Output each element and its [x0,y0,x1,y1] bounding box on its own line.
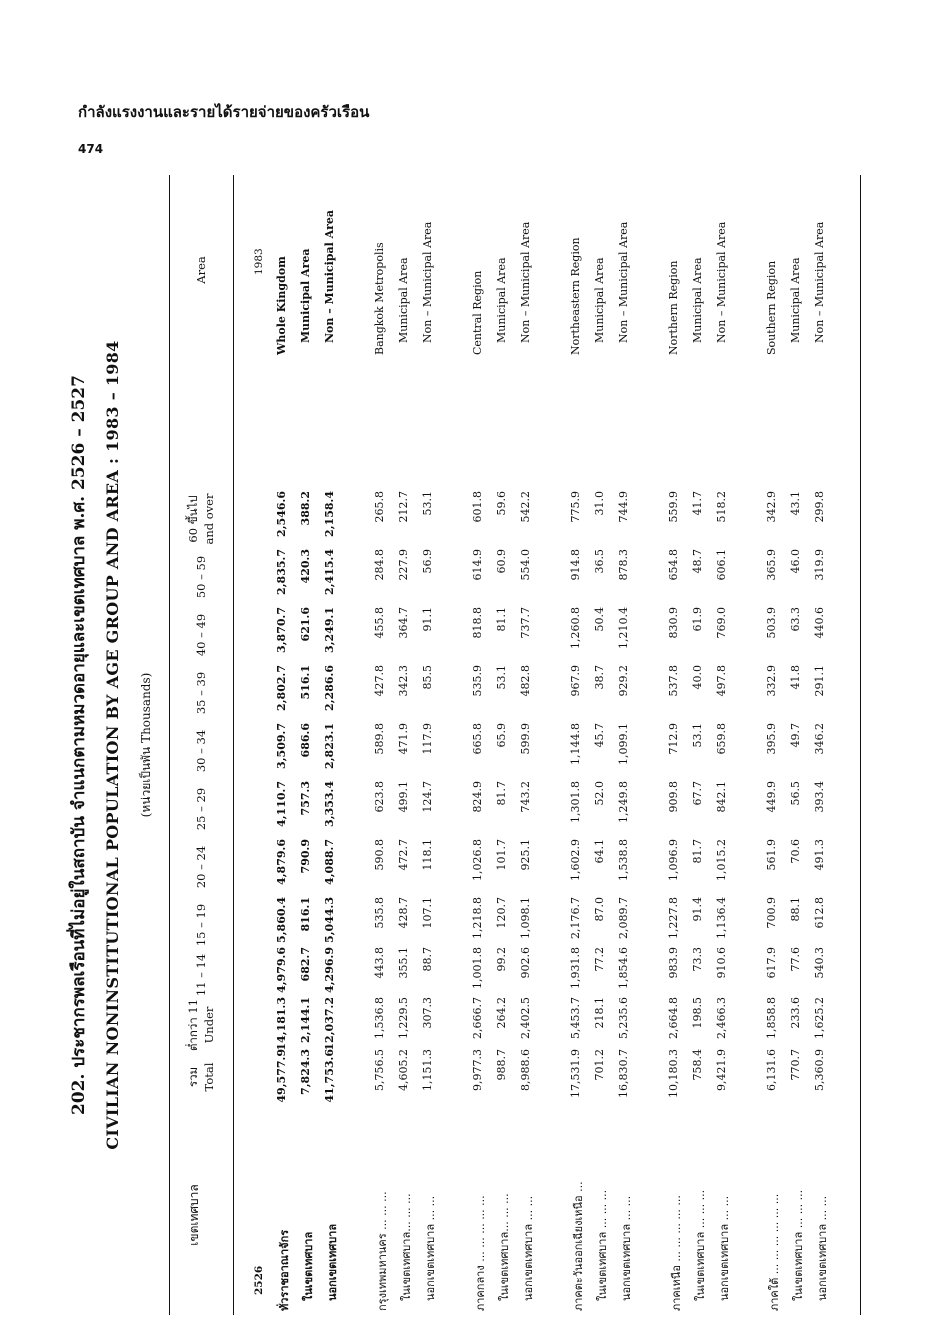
cell-value: 842.1 [715,781,728,813]
table-row [569,175,591,1315]
cell-value: 914.8 [569,549,582,581]
row-label-english: Southern Region [765,260,778,355]
cell-value: 2,144.1 [299,997,312,1043]
cell-value: 107.1 [421,897,434,929]
table-row [519,175,541,1315]
row-label-thai: ภาคใต้ ... ... ... ... ... ... [768,1193,781,1311]
column-header-line1: ต่ำกว่า 11 [186,998,201,1052]
cell-value: 5,360.9 [813,1049,826,1091]
cell-value: 420.3 [299,549,312,584]
row-label-english: Municipal Area [495,257,508,343]
cell-value: 63.3 [789,607,802,632]
cell-value: 967.9 [569,665,582,697]
cell-value: 428.7 [397,897,410,929]
table-row [323,175,345,1315]
cell-value: 91.1 [421,607,434,632]
cell-value: 601.8 [471,491,484,523]
cell-value: 299.8 [813,491,826,523]
cell-value: 3,870.7 [275,607,288,653]
cell-value: 449.9 [765,781,778,813]
row-label-english: Central Region [471,270,484,355]
cell-value: 2,415.4 [323,549,336,595]
cell-value: 2,158.4 [323,491,336,537]
cell-value: 518.2 [715,491,728,523]
cell-value: 1,301.8 [569,781,582,823]
cell-value: 1,015.2 [715,839,728,881]
header-rule [233,175,234,1315]
rotated-table [65,175,865,1315]
cell-value: 41.7 [691,491,704,516]
cell-value: 53.1 [495,665,508,690]
cell-value: 49,577.9 [275,1049,288,1103]
year-label-english: 1983 [253,248,265,275]
cell-value: 818.8 [471,607,484,639]
cell-value: 701.2 [593,1049,606,1081]
table-row [495,175,517,1315]
cell-value: 1,001.8 [471,947,484,989]
row-label-thai: นอกเขตเทศบาล ... ... [522,1195,535,1301]
table-row [789,175,811,1315]
cell-value: 319.9 [813,549,826,581]
cell-value: 614.9 [471,549,484,581]
row-label-english: Non – Municipal Area [519,221,532,343]
row-label-english: Non – Municipal Area [813,221,826,343]
column-header-line1: 50 – 59 [194,555,209,599]
row-label-english: Municipal Area [691,257,704,343]
cell-value: 758.4 [691,1049,704,1081]
left-column-header: เขตเทศบาล [187,1184,201,1246]
table-top-rule [169,175,170,1315]
cell-value: 540.3 [813,947,826,979]
row-label-thai: นอกเขตเทศบาล ... ... [424,1195,437,1301]
row-label-english: Whole Kingdom [275,256,288,355]
cell-value: 770.7 [789,1049,802,1081]
cell-value: 2,546.6 [275,491,288,537]
cell-value: 2,802.7 [275,665,288,711]
cell-value: 41.8 [789,665,802,690]
cell-value: 1,136.4 [715,897,728,939]
cell-value: 5,860.4 [275,897,288,943]
cell-value: 264.2 [495,997,508,1029]
cell-value: 8,988.6 [519,1049,532,1091]
cell-value: 472.7 [397,839,410,871]
cell-value: 712.9 [667,723,680,755]
cell-value: 737.7 [519,607,532,639]
cell-value: 654.8 [667,549,680,581]
column-header-line1: 35 – 39 [194,671,209,715]
cell-value: 88.7 [421,947,434,972]
cell-value: 53.1 [691,723,704,748]
row-label-english: Northern Region [667,260,680,355]
cell-value: 9,421.9 [715,1049,728,1091]
cell-value: 1,536.8 [373,997,386,1039]
cell-value: 198.5 [691,997,704,1029]
cell-value: 929.2 [617,665,630,697]
table-row [667,175,689,1315]
right-column-header: Area [194,256,209,284]
table-title-english: CIVILIAN NONINSTITUTIONAL POPULATION BY AGE GROUP AND AREA : 1983 – 1984 [103,340,122,1150]
cell-value: 816.1 [299,897,312,932]
cell-value: 561.9 [765,839,778,871]
cell-value: 4,605.2 [397,1049,410,1091]
cell-value: 1,151.3 [421,1049,434,1091]
cell-value: 757.3 [299,781,312,816]
year-label-thai: 2526 [253,1265,265,1295]
cell-value: 99.2 [495,947,508,972]
cell-value: 2,402.5 [519,997,532,1039]
cell-value: 700.9 [765,897,778,929]
row-label-thai: ในเขตเทศบาล... ... ... [498,1193,511,1301]
cell-value: 120.7 [495,897,508,929]
row-label-thai: นอกเขตเทศบาล ... ... [718,1195,731,1301]
column-header-line1: 15 – 19 [194,903,209,947]
cell-value: 503.9 [765,607,778,639]
cell-value: 41,753.6 [323,1049,336,1103]
column-header-5 [175,781,229,837]
cell-value: 4,296.9 [323,947,336,993]
column-header-6 [175,723,229,779]
cell-value: 212.7 [397,491,410,523]
cell-value: 218.1 [593,997,606,1029]
cell-value: 2,466.3 [715,997,728,1039]
cell-value: 1,931.8 [569,947,582,989]
cell-value: 81.1 [495,607,508,632]
cell-value: 6,131.6 [765,1049,778,1091]
column-header-10 [175,491,229,547]
cell-value: 65.9 [495,723,508,748]
column-header-line2: Total [202,1062,216,1092]
cell-value: 983.9 [667,947,680,979]
table-row [715,175,737,1315]
cell-value: 682.7 [299,947,312,982]
cell-value: 686.6 [299,723,312,758]
cell-value: 988.7 [495,1049,508,1081]
cell-value: 49.7 [789,723,802,748]
cell-value: 88.1 [789,897,802,922]
cell-value: 471.9 [397,723,410,755]
column-header-line1: รวม [186,1066,201,1088]
cell-value: 77.2 [593,947,606,972]
cell-value: 227.9 [397,549,410,581]
cell-value: 2,666.7 [471,997,484,1039]
row-label-thai: ในเขตเทศบาล... ... ... [400,1193,413,1301]
cell-value: 440.6 [813,607,826,639]
table-row [617,175,639,1315]
table-row [373,175,395,1315]
cell-value: 1,218.8 [471,897,484,939]
cell-value: 1,249.8 [617,781,630,823]
column-header-1 [175,997,229,1053]
cell-value: 284.8 [373,549,386,581]
cell-value: 118.1 [421,839,434,871]
row-label-thai: กรุงเทพมหานคร ... ... ... [376,1191,389,1311]
cell-value: 1,854.6 [617,947,630,989]
cell-value: 2,823.1 [323,723,336,769]
cell-value: 910.6 [715,947,728,979]
cell-value: 12,037.2 [323,997,336,1051]
cell-value: 59.6 [495,491,508,516]
cell-value: 665.8 [471,723,484,755]
cell-value: 3,249.1 [323,607,336,653]
cell-value: 909.8 [667,781,680,813]
column-header-line1: 11 – 14 [194,953,209,997]
cell-value: 14,181.3 [275,997,288,1051]
column-header-0 [175,1049,229,1105]
cell-value: 87.0 [593,897,606,922]
cell-value: 355.1 [397,947,410,979]
cell-value: 1,144.8 [569,723,582,765]
row-label-english: Municipal Area [299,248,312,343]
cell-value: 542.2 [519,491,532,523]
row-label-english: Non – Municipal Area [715,221,728,343]
table-row [275,175,297,1315]
cell-value: 10,180.3 [667,1049,680,1098]
cell-value: 46.0 [789,549,802,574]
page-header-title: กำลังแรงงานและรายได้รายจ่ายของครัวเรือน [78,103,370,121]
column-header-9 [175,549,229,605]
column-header-8 [175,607,229,663]
cell-value: 5,756.5 [373,1049,386,1091]
cell-value: 499.1 [397,781,410,813]
cell-value: 599.9 [519,723,532,755]
cell-value: 85.5 [421,665,434,690]
row-label-english: Municipal Area [397,257,410,343]
cell-value: 621.6 [299,607,312,642]
row-label-english: Non – Municipal Area [421,221,434,343]
row-label-thai: ในเขตเทศบาล ... ... ... [596,1189,609,1301]
column-header-line1: 20 – 24 [194,845,209,889]
table-title-thai: 202. ประชากรพลเรือนที่ไม่อยู่ในสถาบัน จำแนกตามหมวดอายุและเขตเทศบาล พ.ศ. 2526 – 2527 [69,375,89,1115]
cell-value: 346.2 [813,723,826,755]
cell-value: 5,044.3 [323,897,336,943]
cell-value: 769.0 [715,607,728,639]
cell-value: 395.9 [765,723,778,755]
row-label-english: Northeastern Region [569,237,582,355]
cell-value: 5,235.6 [617,997,630,1039]
cell-value: 36.5 [593,549,606,574]
cell-value: 91.4 [691,897,704,922]
table-row [397,175,419,1315]
cell-value: 117.9 [421,723,434,755]
cell-value: 70.6 [789,839,802,864]
cell-value: 67.7 [691,781,704,806]
cell-value: 589.8 [373,723,386,755]
cell-value: 3,353.4 [323,781,336,827]
cell-value: 45.7 [593,723,606,748]
cell-value: 830.9 [667,607,680,639]
cell-value: 2,664.8 [667,997,680,1039]
column-header-line1: 30 – 34 [194,729,209,773]
cell-value: 2,089.7 [617,897,630,939]
cell-value: 124.7 [421,781,434,813]
cell-value: 53.1 [421,491,434,516]
cell-value: 16,830.7 [617,1049,630,1098]
row-label-thai: นอกเขตเทศบาล ... ... [816,1195,829,1301]
cell-value: 291.1 [813,665,826,697]
row-label-thai: นอกเขตเทศบาล ... ... [620,1195,633,1301]
row-label-english: Municipal Area [593,257,606,343]
cell-value: 81.7 [691,839,704,864]
row-label-thai: ภาคกลาง ... ... ... ... ... [474,1195,487,1311]
cell-value: 2,176.7 [569,897,582,939]
cell-value: 365.9 [765,549,778,581]
cell-value: 606.1 [715,549,728,581]
cell-value: 77.6 [789,947,802,972]
table-row [471,175,493,1315]
cell-value: 659.8 [715,723,728,755]
cell-value: 482.8 [519,665,532,697]
column-header-line1: 40 – 49 [194,613,209,657]
cell-value: 1,026.8 [471,839,484,881]
cell-value: 559.9 [667,491,680,523]
cell-value: 73.3 [691,947,704,972]
cell-value: 61.9 [691,607,704,632]
cell-value: 790.9 [299,839,312,874]
cell-value: 3,509.7 [275,723,288,769]
cell-value: 1,227.8 [667,897,680,939]
row-label-english: Bangkok Metropolis [373,242,386,355]
cell-value: 64.1 [593,839,606,864]
column-header-line1: 25 – 29 [194,787,209,831]
cell-value: 31.0 [593,491,606,516]
column-header-4 [175,839,229,895]
cell-value: 1,098.1 [519,897,532,939]
cell-value: 9,977.3 [471,1049,484,1091]
cell-value: 4,088.7 [323,839,336,885]
row-label-thai: ในเขตเทศบาล [302,1231,315,1301]
cell-value: 925.1 [519,839,532,871]
row-label-english: Non – Municipal Area [323,209,336,343]
table-row [765,175,787,1315]
column-header-line2: and over [202,493,216,545]
cell-value: 1,210.4 [617,607,630,649]
cell-value: 590.8 [373,839,386,871]
column-header-line1: 60 ขึ้นไป [186,495,201,543]
column-header-2 [175,947,229,1003]
cell-value: 81.7 [495,781,508,806]
cell-value: 17,531.9 [569,1049,582,1098]
cell-value: 7,824.3 [299,1049,312,1095]
row-label-english: Municipal Area [789,257,802,343]
cell-value: 342.9 [765,491,778,523]
cell-value: 612.8 [813,897,826,929]
cell-value: 535.8 [373,897,386,929]
table-row [691,175,713,1315]
cell-value: 60.9 [495,549,508,574]
cell-value: 393.4 [813,781,826,813]
row-label-thai: นอกเขตเทศบาล [326,1223,339,1301]
row-label-thai: ในเขตเทศบาล ... ... ... [694,1189,707,1301]
cell-value: 307.3 [421,997,434,1029]
cell-value: 40.0 [691,665,704,690]
cell-value: 332.9 [765,665,778,697]
cell-value: 364.7 [397,607,410,639]
cell-value: 101.7 [495,839,508,871]
cell-value: 388.2 [299,491,312,526]
cell-value: 233.6 [789,997,802,1029]
cell-value: 623.8 [373,781,386,813]
row-label-thai: ภาคเหนือ ... ... ... ... ... [670,1195,683,1311]
table-row [813,175,835,1315]
cell-value: 50.4 [593,607,606,632]
row-label-english: Non – Municipal Area [617,221,630,343]
cell-value: 535.9 [471,665,484,697]
column-header-line2: Under [202,1006,216,1044]
cell-value: 1,099.1 [617,723,630,765]
cell-value: 743.2 [519,781,532,813]
cell-value: 4,879.6 [275,839,288,885]
cell-value: 537.8 [667,665,680,697]
cell-value: 2,286.6 [323,665,336,711]
cell-value: 2,835.7 [275,549,288,595]
cell-value: 43.1 [789,491,802,516]
cell-value: 455.8 [373,607,386,639]
cell-value: 4,979.6 [275,947,288,993]
cell-value: 48.7 [691,549,704,574]
column-header-3 [175,897,229,953]
cell-value: 5,453.7 [569,997,582,1039]
table-bottom-rule [860,175,861,1315]
table-row [299,175,321,1315]
row-label-thai: ในเขตเทศบาล ... ... ... [792,1189,805,1301]
cell-value: 56.5 [789,781,802,806]
cell-value: 1,260.8 [569,607,582,649]
cell-value: 38.7 [593,665,606,690]
cell-value: 744.9 [617,491,630,523]
cell-value: 1,229.5 [397,997,410,1039]
cell-value: 1,625.2 [813,997,826,1039]
cell-value: 617.9 [765,947,778,979]
cell-value: 56.9 [421,549,434,574]
cell-value: 491.3 [813,839,826,871]
row-label-thai: ภาคตะวันออกเฉียงเหนือ ... [572,1181,585,1311]
unit-note: (หน่วยเป็นพัน Thousands) [139,672,153,818]
cell-value: 427.8 [373,665,386,697]
cell-value: 1,858.8 [765,997,778,1039]
cell-value: 497.8 [715,665,728,697]
cell-value: 265.8 [373,491,386,523]
cell-value: 902.6 [519,947,532,979]
cell-value: 554.0 [519,549,532,581]
table-row [593,175,615,1315]
table-row [421,175,443,1315]
cell-value: 342.3 [397,665,410,697]
cell-value: 775.9 [569,491,582,523]
cell-value: 1,602.9 [569,839,582,881]
cell-value: 1,538.8 [617,839,630,881]
cell-value: 52.0 [593,781,606,806]
cell-value: 4,110.7 [275,781,288,827]
cell-value: 443.8 [373,947,386,979]
cell-value: 1,096.9 [667,839,680,881]
cell-value: 516.1 [299,665,312,700]
row-label-thai: ทั่วราชอาณาจักร [278,1229,291,1311]
column-header-7 [175,665,229,721]
cell-value: 824.9 [471,781,484,813]
page-number: 474 [78,142,104,156]
cell-value: 878.3 [617,549,630,581]
